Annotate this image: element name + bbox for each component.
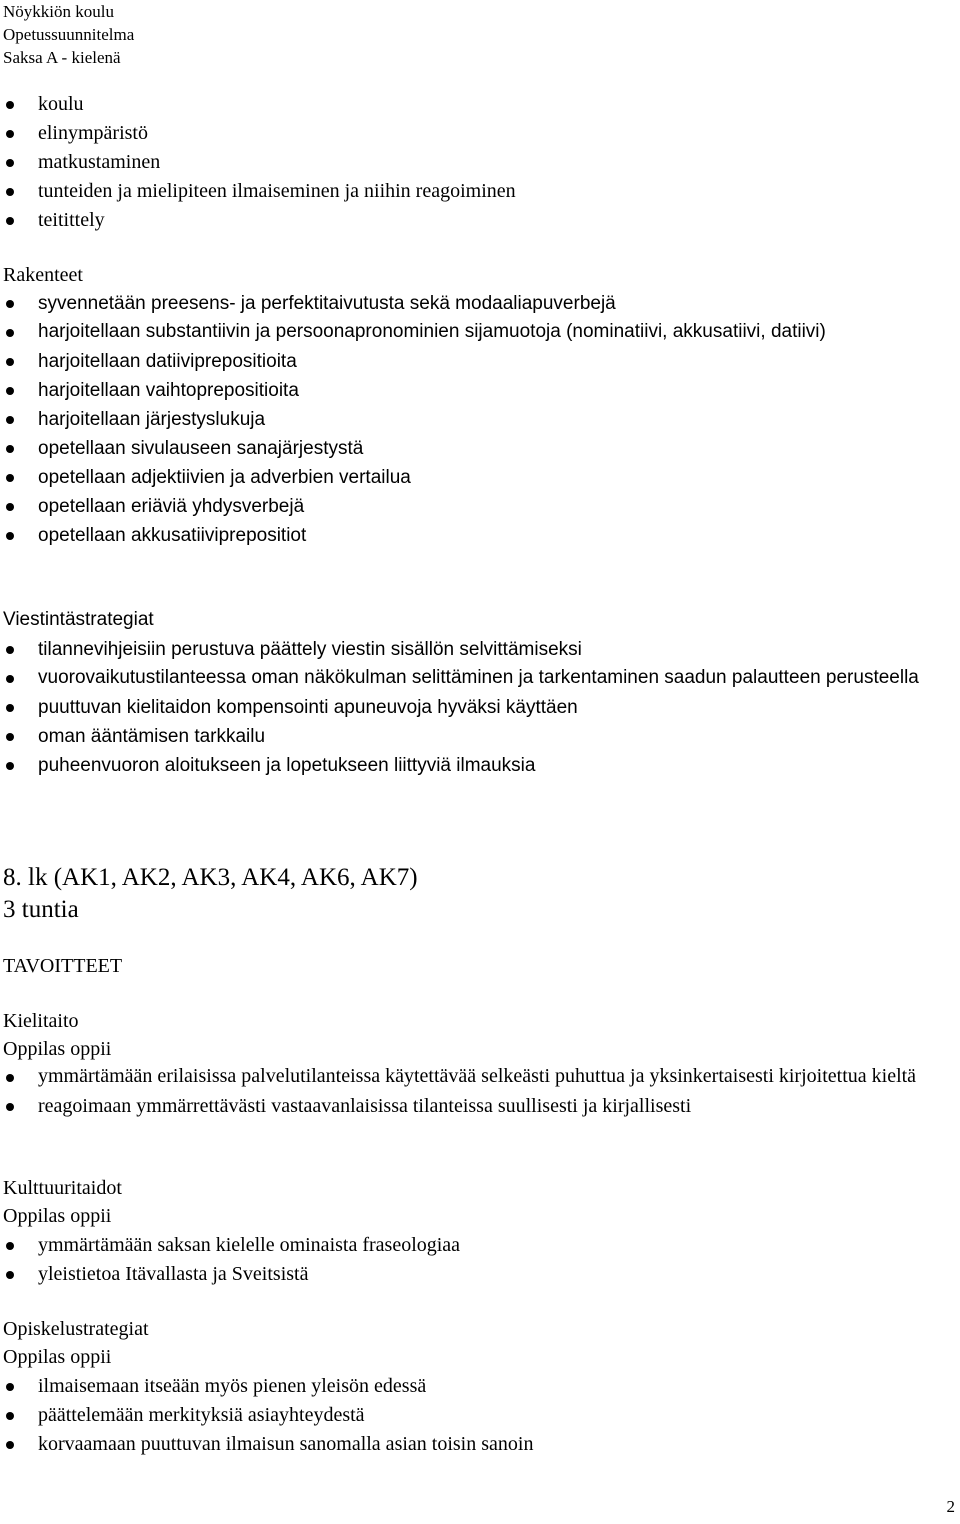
bullet-icon — [6, 387, 14, 395]
study-strategies-heading: Opiskelustrategiat — [3, 1318, 149, 1340]
study-strategies-subtitle: Oppilas oppii — [3, 1346, 112, 1368]
list-item: päättelemään merkityksiä asiayhteydestä — [0, 1401, 960, 1430]
bullet-icon — [6, 1271, 14, 1279]
list-item: matkustaminen — [0, 148, 960, 177]
list-item: harjoitellaan järjestyslukuja — [0, 405, 960, 434]
bullet-icon — [6, 358, 14, 366]
page-number: 2 — [946, 1497, 955, 1516]
list-item: tunteiden ja mielipiteen ilmaiseminen ja niihin reagoiminen — [0, 177, 960, 206]
bullet-icon — [6, 445, 14, 453]
bullet-icon — [6, 1242, 14, 1250]
list-item: harjoitellaan datiiviprepositioita — [0, 347, 960, 376]
list-item: syvennetään preesens- ja perfektitaivutusta sekä modaaliapuverbejä — [0, 289, 960, 318]
bullet-icon — [6, 1103, 14, 1111]
list-item: ymmärtämään erilaisissa palvelutilanteissa käytettävää selkeästi puhuttua ja yksinkertaisesti kirjoitettua kieltä — [0, 1063, 960, 1092]
bullet-icon — [6, 503, 14, 511]
bullet-icon — [6, 130, 14, 138]
list-item: oman ääntämisen tarkkailu — [0, 722, 960, 751]
communication-heading: Viestintästrategiat — [3, 609, 154, 630]
list-item: harjoitellaan substantiivin ja persoonapronominien sijamuotoja (nominatiivi, akkusatiivi, datiivi) — [0, 318, 960, 347]
communication-list — [0, 635, 960, 780]
list-item: opetellaan akkusatiiviprepositiot — [0, 521, 960, 550]
list-item: puuttuvan kielitaidon kompensointi apuneuvoja hyväksi käyttäen — [0, 693, 960, 722]
list-item: harjoitellaan vaihtoprepositioita — [0, 376, 960, 405]
school-name: Nöykkiön koulu — [3, 2, 114, 21]
grade-title: 8. lk (AK1, AK2, AK3, AK4, AK6, AK7) — [3, 864, 418, 891]
list-item: tilannevihjeisiin perustuva päättely viestin sisällön selvittämiseksi — [0, 635, 960, 664]
bullet-icon — [6, 188, 14, 196]
bullet-icon — [6, 474, 14, 482]
list-item: vuorovaikutustilanteessa oman näkökulman selittäminen ja tarkentaminen saadun palautteen perusteella — [0, 664, 960, 693]
bullet-icon — [6, 532, 14, 540]
cultural-skills-subtitle: Oppilas oppii — [3, 1205, 112, 1227]
document-header — [3, 0, 134, 69]
study-strategies-list — [0, 1372, 960, 1459]
bullet-icon — [6, 1441, 14, 1449]
bullet-icon — [6, 1383, 14, 1391]
structures-heading: Rakenteet — [3, 264, 83, 286]
bullet-icon — [6, 300, 14, 308]
list-item: ilmaisemaan itseään myös pienen yleisön edessä — [0, 1372, 960, 1401]
bullet-icon — [6, 329, 14, 337]
bullet-icon — [6, 1412, 14, 1420]
list-item: ymmärtämään saksan kielelle ominaista fraseologiaa — [0, 1231, 960, 1260]
bullet-icon — [6, 101, 14, 109]
list-item: opetellaan eriäviä yhdysverbejä — [0, 492, 960, 521]
list-item: koulu — [0, 90, 960, 119]
list-item: teitittely — [0, 206, 960, 235]
document-type: Opetussuunnitelma — [3, 25, 135, 44]
bullet-icon — [6, 1074, 14, 1082]
structures-list — [0, 289, 960, 550]
bullet-icon — [6, 704, 14, 712]
list-item: opetellaan sivulauseen sanajärjestystä — [0, 434, 960, 463]
list-item: yleistietoa Itävallasta ja Sveitsistä — [0, 1260, 960, 1289]
bullet-icon — [6, 733, 14, 741]
bullet-icon — [6, 217, 14, 225]
topics-list — [0, 90, 960, 235]
bullet-icon — [6, 675, 14, 683]
cultural-skills-list — [0, 1231, 960, 1289]
bullet-icon — [6, 646, 14, 654]
language-skill-subtitle: Oppilas oppii — [3, 1038, 112, 1060]
goals-heading: TAVOITTEET — [3, 955, 123, 977]
grade-hours: 3 tuntia — [3, 896, 79, 923]
list-item: elinympäristö — [0, 119, 960, 148]
cultural-skills-heading: Kulttuuritaidot — [3, 1177, 122, 1199]
list-item: opetellaan adjektiivien ja adverbien vertailua — [0, 463, 960, 492]
bullet-icon — [6, 159, 14, 167]
language-skill-list — [0, 1063, 960, 1121]
list-item: reagoimaan ymmärrettävästi vastaavanlaisissa tilanteissa suullisesti ja kirjallisesti — [0, 1092, 960, 1121]
bullet-icon — [6, 416, 14, 424]
bullet-icon — [6, 762, 14, 770]
list-item: korvaamaan puuttuvan ilmaisun sanomalla asian toisin sanoin — [0, 1430, 960, 1459]
subject-name: Saksa A - kielenä — [3, 48, 121, 67]
language-skill-heading: Kielitaito — [3, 1010, 79, 1032]
list-item: puheenvuoron aloitukseen ja lopetukseen liittyviä ilmauksia — [0, 751, 960, 780]
